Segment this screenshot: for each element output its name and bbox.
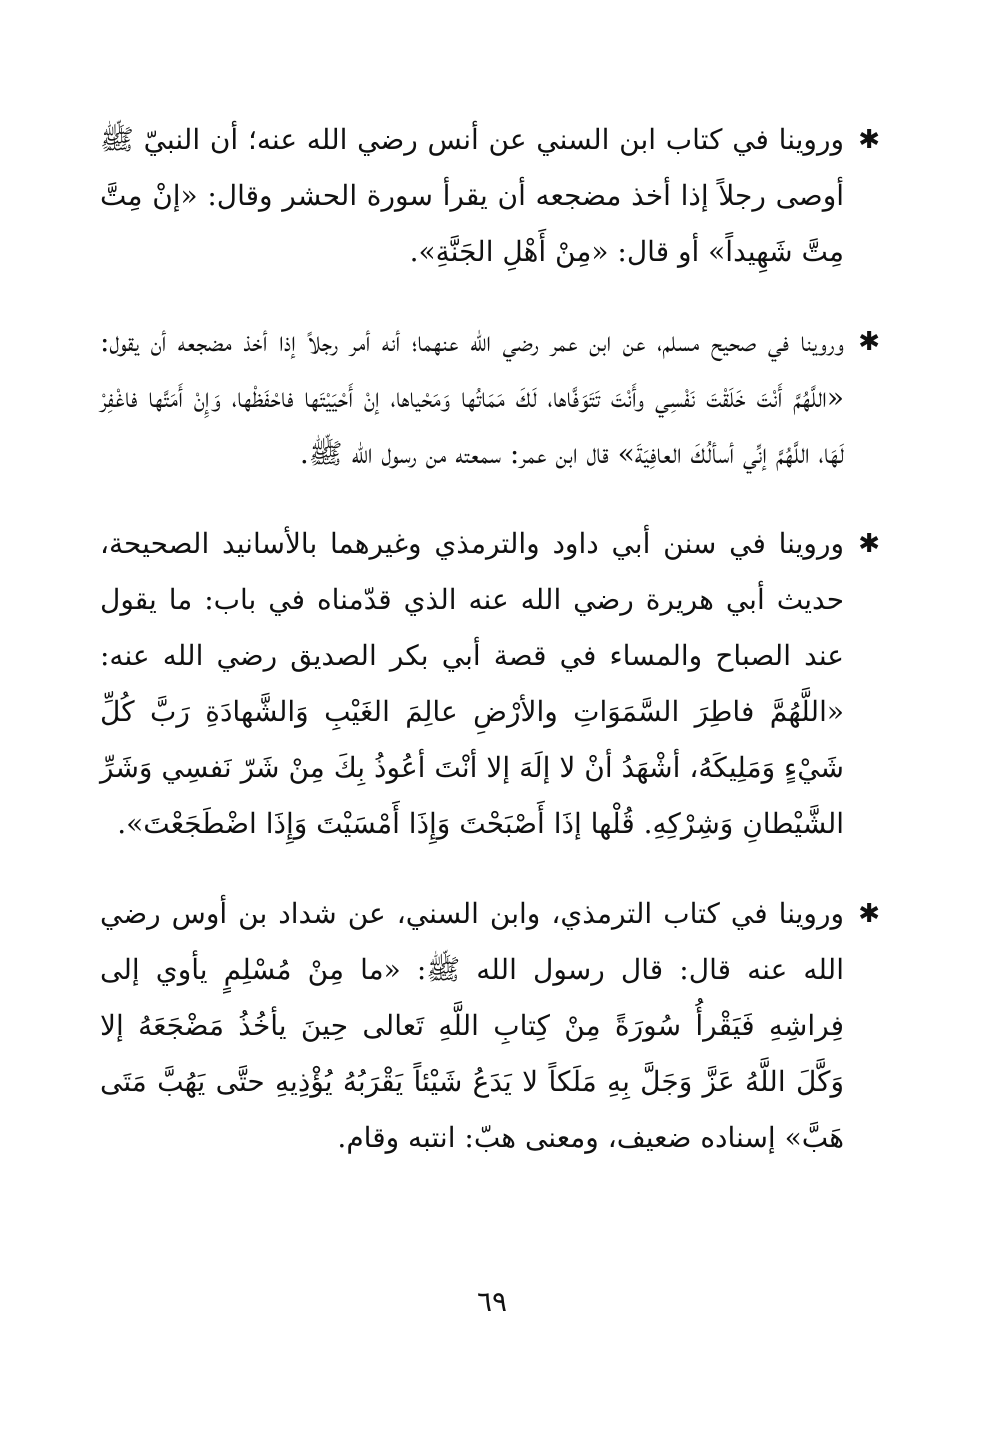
narration-text: وروينا في سنن أبي داود والترمذي وغيرهما بالأسانيد الصحيحة، حديث أبي هريرة رضي الله عنه الذي قدّمناه في باب: ما يقول عند الصباح والمساء في قصة أبي بكر الصديق رضي الله عنه: «اللَّهُمَّ فاطِرَ السَّمَوَاتِ والأرْضِ عالِمَ الغَيْبِ وَالشَّهادَةِ رَبَّ كُلِّ شَيْءٍ وَمَلِيكَهُ، أشْهَدُ أنْ لا إلَهَ إلا أنْتَ أعُوذُ بِكَ مِنْ شَرّ نَفسِي وَشَرِّ الشَّيْطانِ وَشِرْكِهِ. قُلْها إذَا أَصْبَحْتَ وَإِذَا أَمْسَيْتَ وَإِذَا اضْطَجَعْتَ». (100, 527, 844, 840)
narration-text: وروينا في كتاب الترمذي، وابن السني، عن شداد بن أوس رضي الله عنه قال: قال رسول الله ﷺ: «ما مِنْ مُسْلِمٍ يأوي إلى فِراشِهِ فَيَقْرأُ سُورَةً مِنْ كِتابِ اللَّهِ تَعالى حِينَ يأخُذُ مَضْجَعَهُ إلا وَكَّلَ اللَّهُ عَزَّ وَجَلَّ بِهِ مَلَكاً لا يَدَعُ شَيْئاً يَقْرَبُهُ يُؤْذِيهِ حتَّى يَهُبَّ مَتَى هَبَّ» إسناده ضعيف، ومعنى هبّ: انتبه وقام. (100, 897, 844, 1154)
narration-entry-4 (100, 886, 880, 1166)
narration-text: وروينا في صحيح مسلم، عن ابن عمر رضي الله عنهما؛ أنه أمر رجلاً إذا أخذ مضجعه أن يقول: «اللَّهُمَّ أَنْتَ خَلَقْتَ نَفْسِي وأَنْتَ تَتَوَفَّاها، لَكَ مَمَاتُها وَمَحْياها، إنْ أَحْيَيْتَها فاحْفَظْها، وَإِنْ أَمَتَّها فاغْفِرْ لَهَا، اللَّهُمَّ إنِّي أسألُكَ العافِيَةَ» قال ابن عمر: سمعته من رسول الله ﷺ. (100, 325, 844, 470)
page-number: ٦٩ (476, 1285, 508, 1318)
asterisk-icon: ✱ (858, 327, 880, 357)
asterisk-icon: ✱ (858, 899, 880, 929)
asterisk-icon: ✱ (858, 125, 880, 155)
narration-entry-1 (100, 112, 880, 280)
narration-text: وروينا في كتاب ابن السني عن أنس رضي الله عنه؛ أن النبيّ ﷺ أوصى رجلاً إذا أخذ مضجعه أن يقرأ سورة الحشر وقال: «إنْ مِتَّ مِتَّ شَهِيداً» أو قال: «مِنْ أَهْلِ الجَنَّةِ». (100, 123, 844, 268)
narration-entry-3 (100, 516, 880, 852)
asterisk-icon: ✱ (858, 529, 880, 559)
narration-entry-2 (100, 314, 880, 482)
page-body (100, 112, 880, 1200)
